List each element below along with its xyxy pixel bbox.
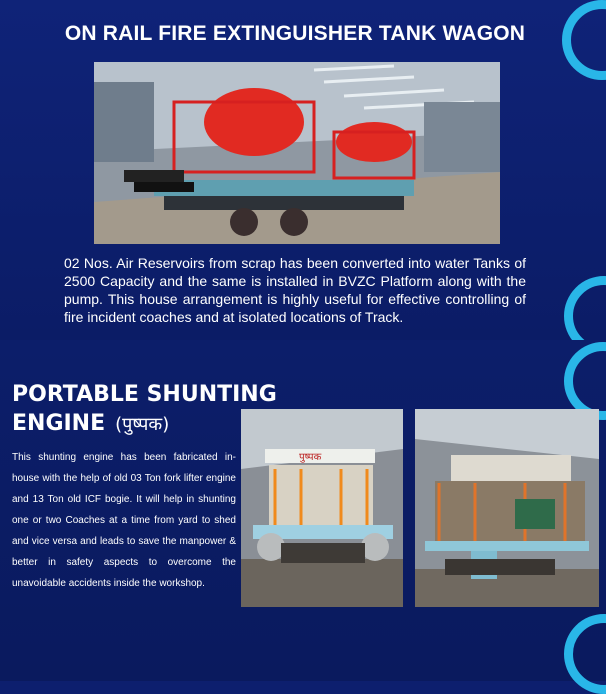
- shunting-engine-photo-left: [241, 409, 403, 607]
- section-title-engine: ENGINE: [12, 411, 106, 436]
- section-title-line2: [12, 411, 169, 436]
- shunting-engine-description: This shunting engine has been fabricated in-house with the help of old 03 Ton fork lifter engine and 13 Ton old ICF bogie. It will help in shunting one or two Coaches at a time from yard to shed and vice versa and leads to save the manpower & better in safety aspects to overcome the unavoidable accidents inside the workshop.: [12, 452, 236, 589]
- fire-wagon-description: 02 Nos. Air Reservoirs from scrap has been converted into water Tanks of 2500 Capacity and the same is installed in BVZC Platform along with the pump. This house arrangement is highly useful for effective controlling of fire incident coaches and at isolated locations of Track.: [64, 255, 526, 325]
- page-title: ON RAIL FIRE EXTINGUISHER TANK WAGON: [64, 22, 526, 45]
- fire-wagon-photo: [94, 62, 500, 244]
- section-title-line1: PORTABLE SHUNTING: [12, 382, 277, 407]
- section-title-hindi: (पुष्पक): [115, 414, 170, 435]
- photo-banner-text: पुष्पक: [299, 452, 322, 463]
- shunting-engine-photo-right: [415, 409, 599, 607]
